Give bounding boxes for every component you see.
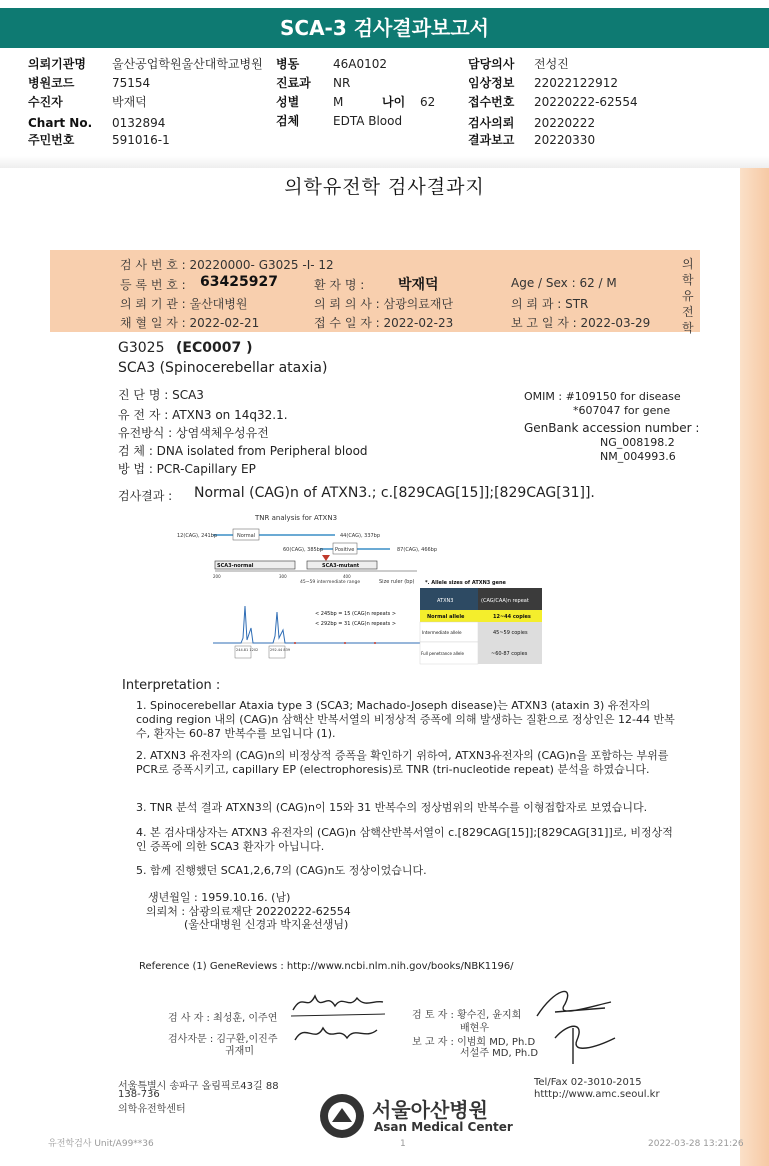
fig-intermediate: 45~59 intermediate range	[300, 580, 361, 585]
fig-peak2: < 292bp = 31 (CAG)n repeats >	[315, 621, 397, 627]
label-sex: 성별	[276, 95, 300, 109]
patient-name: 박재덕	[398, 277, 439, 293]
value-receipt-no: 20220222-62554	[534, 95, 638, 109]
fig-ruler-label: Size ruler (bp)	[379, 579, 415, 585]
value-department: NR	[333, 76, 351, 90]
address-line-2: 138-736	[118, 1089, 160, 1100]
value-result-report: 20220330	[534, 133, 596, 147]
fig-sca3-normal: SCA3-normal	[217, 563, 254, 569]
timestamp: 2022-03-28 13:21:26	[648, 1139, 744, 1149]
website: htttp://www.amc.seoul.kr	[534, 1089, 660, 1100]
fig-title: TNR analysis for ATXN3	[255, 514, 338, 522]
fig-peak1: < 245bp = 15 (CAG)n repeats >	[315, 611, 397, 617]
label-physician: 담당의사	[468, 57, 515, 71]
signature-examiner	[285, 982, 395, 1052]
requester: 의뢰처 : 삼광의료재단 20220222-62554	[146, 905, 351, 918]
fig-positive-label: Positive	[335, 547, 355, 553]
birth-date: 생년월일 : 1959.10.16. (남)	[148, 891, 291, 904]
label-exam-request: 검사의뢰	[468, 116, 515, 130]
fig-marker	[322, 555, 330, 561]
fig-l87: 87(CAG), 466bp	[397, 547, 438, 553]
signature-reviewer	[525, 978, 625, 1068]
label-department: 진료과	[276, 76, 311, 90]
allele-normal-value: 12~44 copies	[493, 614, 531, 620]
value-ward: 46A0102	[333, 57, 388, 71]
fig-box1: 244.81 1202	[236, 648, 259, 652]
inheritance: 유전방식 : 상염색체우성유전	[118, 426, 269, 440]
reporter-extra: 서설주 MD, Ph.D	[460, 1048, 539, 1059]
label-receipt-no: 접수번호	[468, 95, 515, 109]
label-hospital-code: 병원코드	[28, 76, 75, 90]
reference: Reference (1) GeneReviews : http://www.ncbi.nlm.nih.gov/books/NBK1196/	[139, 961, 514, 972]
allele-col-gene: ATXN3	[437, 598, 454, 604]
tel-fax: Tel/Fax 02-3010-2015	[534, 1077, 642, 1088]
patient-info-box	[50, 250, 700, 332]
receipt-date: 접 수 일 자 : 2022-02-23	[314, 316, 454, 330]
interpretation-3: 3. TNR 분석 결과 ATXN3의 (CAG)n이 15와 31 반복수의 정상범위의 반복수를 이형접합자로 보였습니다.	[136, 801, 648, 814]
fig-l44: 44(CAG), 337bp	[340, 533, 381, 539]
hospital-name-kr: 서울아산병원	[372, 1098, 488, 1122]
label-ward: 병동	[276, 57, 300, 71]
value-exam-request: 20220222	[534, 116, 596, 130]
result-value: Normal (CAG)n of ATXN3.; c.[829CAG[15]];[829CAG[31]].	[194, 485, 595, 501]
hospital-name-en: Asan Medical Center	[374, 1120, 513, 1134]
interpretation-4: 4. 본 검사대상자는 ATXN3 유전자의 (CAG)n 삼핵산반복서열이 c.[829CAG[15]];[829CAG[31]]로, 비정상적인 증폭에 의한 SCA3 환자가 아닙니다.	[136, 826, 673, 853]
value-resident-no: 591016-1	[112, 133, 170, 147]
value-hospital-code: 75154	[112, 76, 151, 90]
tnr-figure	[175, 508, 555, 668]
omim-gene: *607047 for gene	[573, 404, 671, 417]
collection-date: 채 혈 일 자 : 2022-02-21	[120, 316, 260, 330]
age-sex: Age / Sex : 62 / M	[511, 276, 617, 290]
registration-number: 63425927	[200, 274, 278, 290]
page-number: 1	[400, 1139, 406, 1149]
requesting-org: 의 뢰 기 관 : 울산대병원	[120, 297, 248, 311]
requester-detail: (울산대병원 신경과 박지윤선생님)	[184, 918, 349, 931]
patient-name-label: 환 자 명 :	[314, 278, 365, 292]
asan-foundation-logo	[318, 1092, 366, 1140]
page-edge-band	[740, 168, 769, 1166]
fig-dot	[294, 642, 296, 644]
report-title-bar: SCA-3 검사결과보고서	[0, 8, 769, 48]
value-physician: 전성진	[534, 57, 569, 71]
disease-name: SCA3 (Spinocerebellar ataxia)	[118, 360, 328, 376]
fig-l60: 60(CAG), 385bp	[283, 547, 324, 553]
fig-box2: 292.44 839	[270, 648, 291, 652]
allele-title: *. Allele sizes of ATXN3 gene	[425, 580, 506, 586]
allele-full-name: Full penetrance allele	[421, 651, 464, 656]
genbank-ng: NG_008198.2	[600, 436, 675, 449]
label-age: 나이	[382, 95, 406, 109]
result-label: 검사결과 :	[118, 489, 173, 503]
examiner: 검 사 자 : 최성훈, 이주연	[168, 1013, 278, 1024]
fig-normal-label: Normal	[237, 533, 256, 539]
divider	[0, 156, 769, 168]
label-chart-no: Chart No.	[28, 116, 93, 130]
allele-normal-name: Normal allele	[427, 614, 465, 620]
label-result-report: 결과보고	[468, 133, 515, 147]
specimen: 검 체 : DNA isolated from Peripheral blood	[118, 444, 368, 458]
interpretation-2: 2. ATXN3 유전자의 (CAG)n의 비정상적 증폭을 확인하기 위하여, ATXN3유전자의 (CAG)n을 포함하는 부위를 PCR로 증폭시키고, capillary EP (electrophoresis)로 TNR (tri-nucleotide repeat) 분석을 하였습니다.	[136, 749, 669, 776]
genbank-label: GenBank accession number :	[524, 421, 700, 435]
label-requesting-org: 의뢰기관명	[28, 57, 86, 71]
value-age: 62	[420, 95, 436, 109]
diagnosis: 진 단 명 : SCA3	[118, 388, 204, 402]
consultant: 검사자문 : 김구환,이진주	[168, 1034, 278, 1045]
value-sex: M	[333, 95, 344, 109]
test-code: G3025	[118, 340, 165, 356]
fig-t200: 200	[213, 574, 221, 579]
fig-dot	[344, 642, 346, 644]
allele-intermediate-value: 45~59 copies	[493, 630, 528, 636]
omim-disease: OMIM : #109150 for disease	[524, 390, 681, 403]
allele-full-value: ~60-87 copies	[491, 651, 528, 657]
footer-unit: 유전학검사 Unit/A99**36	[48, 1139, 154, 1149]
requesting-doctor: 의 뢰 의 사 : 삼광의료재단	[314, 297, 454, 311]
value-requesting-org: 울산공업학원울산대학교병원	[112, 57, 263, 71]
side-label: 의학유전학	[682, 257, 694, 335]
reviewer: 검 토 자 : 황수진, 윤지희	[412, 1010, 522, 1021]
reviewer-extra: 배현우	[460, 1023, 489, 1034]
fig-sca3-mutant: SCA3-mutant	[322, 563, 360, 569]
value-specimen: EDTA Blood	[333, 114, 403, 128]
report-heading: 의학유전학 검사결과지	[284, 176, 485, 198]
value-clinical-info: 22022122912	[534, 76, 618, 90]
value-patient: 박재덕	[112, 95, 147, 109]
fig-l12: 12(CAG), 241bp	[177, 533, 218, 539]
fig-t400: 400	[343, 574, 351, 579]
label-clinical-info: 임상정보	[468, 76, 515, 90]
address-line-1: 서울특별시 송파구 올림픽로43길 88	[118, 1081, 279, 1092]
reporter: 보 고 자 : 이범희 MD, Ph.D	[412, 1037, 536, 1048]
gene: 유 전 자 : ATXN3 on 14q32.1.	[118, 408, 288, 422]
interpretation-5: 5. 함께 진행했던 SCA1,2,6,7의 (CAG)n도 정상이었습니다.	[136, 864, 427, 877]
interpretation-1: 1. Spinocerebellar Ataxia type 3 (SCA3; Machado-Joseph disease)는 ATXN3 (ataxin 3) 유전자의 coding region 내의 (CAG)n 삼핵산 반복서열의 비정상적 증폭에 의해 발생하는 질환으로 정상인은 12-44 반복수, 환자는 60-87 반복수를 보입니다 (1).	[136, 699, 675, 740]
fig-t300: 300	[279, 574, 287, 579]
center-name: 의학유전학센터	[118, 1104, 186, 1115]
allele-col-repeat: (CAG/CAA)n repeat	[481, 598, 529, 604]
exam-number: 검 사 번 호 : 20220000- G3025 -I- 12	[120, 258, 334, 272]
test-code-secondary: (EC0007 )	[176, 340, 253, 356]
fig-dot	[374, 642, 376, 644]
label-resident-no: 주민번호	[28, 133, 75, 147]
interpretation-title: Interpretation :	[122, 678, 221, 693]
label-specimen: 검체	[276, 114, 300, 128]
method: 방 법 : PCR-Capillary EP	[118, 462, 256, 476]
consultant-extra: 귀재미	[225, 1046, 254, 1057]
allele-intermediate-name: Intermediate allele	[422, 630, 462, 635]
report-date: 보 고 일 자 : 2022-03-29	[511, 316, 651, 330]
requesting-dept: 의 뢰 과 : STR	[511, 297, 589, 311]
registration-label: 등 록 번 호 :	[120, 278, 186, 292]
genbank-nm: NM_004993.6	[600, 450, 676, 463]
label-patient: 수진자	[28, 95, 63, 109]
value-chart-no: 0132894	[112, 116, 166, 130]
